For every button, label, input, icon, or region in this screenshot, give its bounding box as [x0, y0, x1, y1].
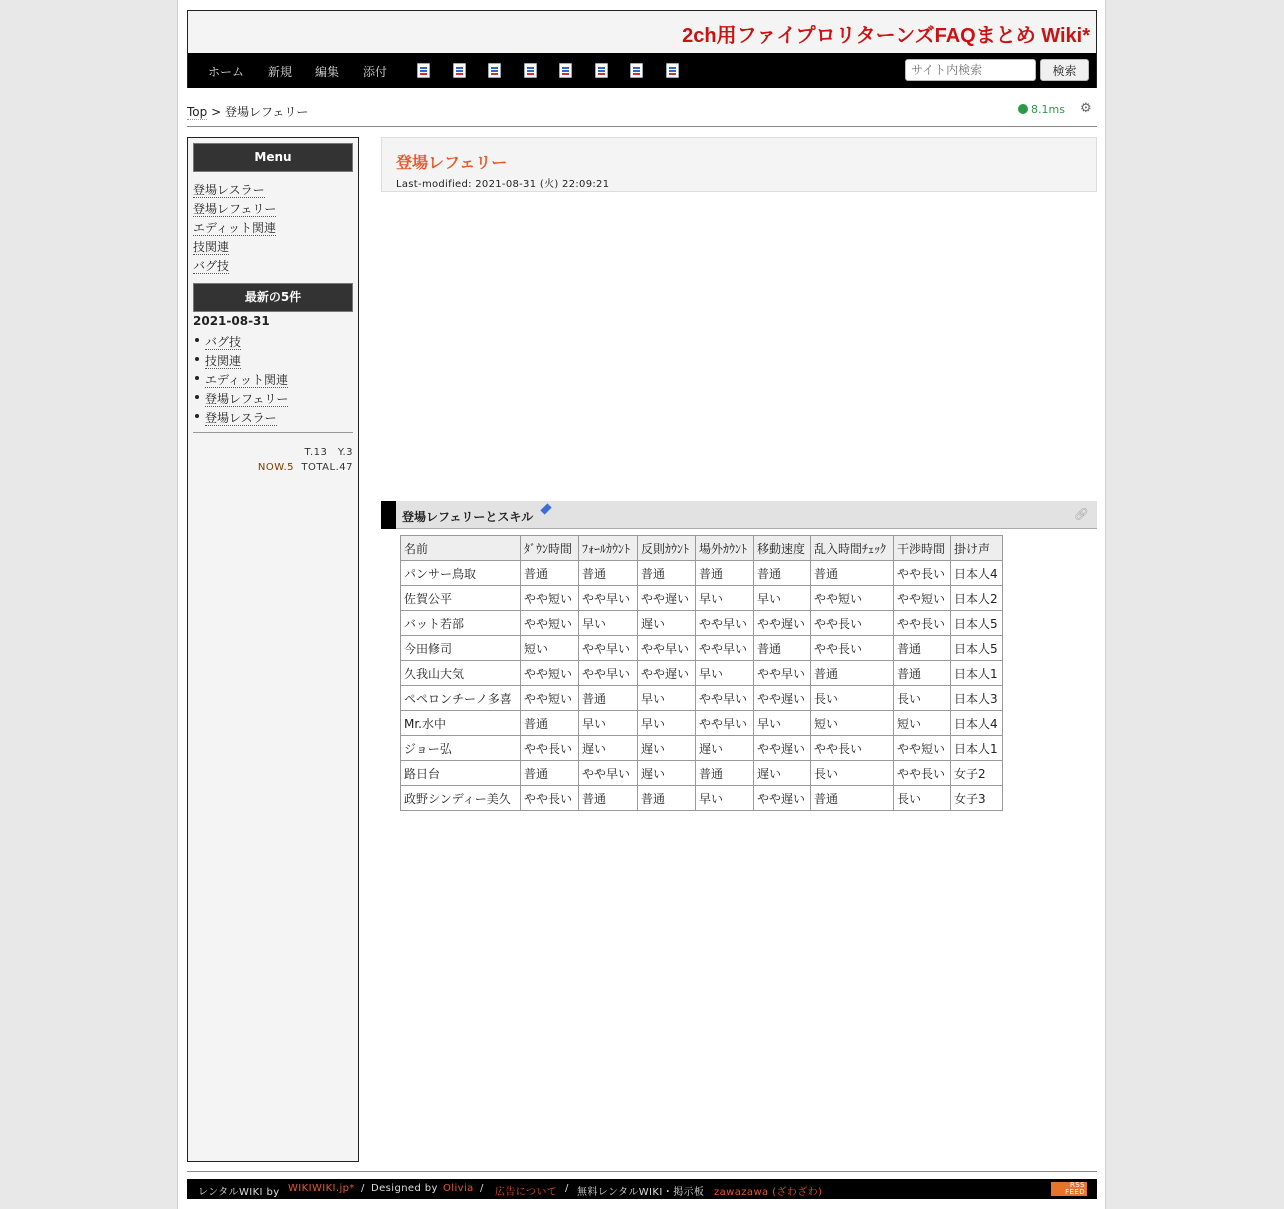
- table-cell: 長い: [811, 761, 894, 786]
- table-cell: 日本人4: [951, 561, 1003, 586]
- table-cell: やや長い: [894, 761, 951, 786]
- recent-item-label: 登場レフェリー: [205, 392, 289, 406]
- bullet-icon: [195, 357, 199, 361]
- table-cell: やや遅い: [754, 736, 811, 761]
- table-cell: やや早い: [638, 636, 696, 661]
- page: [177, 0, 1106, 1209]
- sidebar-item-wrestlers[interactable]: [193, 181, 265, 198]
- table-cell: やや長い: [811, 611, 894, 636]
- table-cell: 長い: [894, 686, 951, 711]
- table-cell: 遅い: [579, 736, 638, 761]
- referee-name-cell: 佐賀公平: [401, 586, 521, 611]
- footer-separator: /: [361, 1183, 365, 1194]
- recent-heading: 最新の5件: [193, 283, 353, 312]
- column-header: 移動速度: [754, 536, 811, 561]
- counter-total: TOTAL.47: [301, 462, 353, 473]
- column-header: 乱入時間ﾁｪｯｸ: [811, 536, 894, 561]
- last-modified: Last-modified: 2021-08-31 (火) 22:09:21: [396, 179, 610, 190]
- table-cell: 遅い: [638, 761, 696, 786]
- divider: [193, 432, 353, 433]
- table-cell: 普通: [696, 761, 754, 786]
- table-row: [401, 761, 1003, 786]
- table-row: [401, 736, 1003, 761]
- table-cell: やや短い: [811, 586, 894, 611]
- table-cell: 女子2: [951, 761, 1003, 786]
- referee-name-cell: 今田修司: [401, 636, 521, 661]
- backup-icon[interactable]: [524, 63, 537, 78]
- table-row: [401, 711, 1003, 736]
- copy-icon[interactable]: [595, 63, 608, 78]
- section-heading-text: 登場レフェリーとスキル: [402, 510, 534, 524]
- breadcrumb-separator: >: [207, 105, 225, 119]
- render-time: [1018, 103, 1065, 116]
- table-cell: やや遅い: [754, 611, 811, 636]
- table-cell: 早い: [638, 711, 696, 736]
- table-cell: 普通: [579, 561, 638, 586]
- table-cell: 普通: [754, 561, 811, 586]
- referee-name-cell: ジョー弘: [401, 736, 521, 761]
- table-cell: 日本人1: [951, 661, 1003, 686]
- footer-separator: /: [480, 1183, 484, 1194]
- table-cell: 日本人4: [951, 711, 1003, 736]
- table-cell: やや長い: [521, 736, 579, 761]
- breadcrumb-top[interactable]: Top: [187, 105, 208, 119]
- table-cell: 早い: [696, 786, 754, 811]
- title-box: [381, 137, 1097, 192]
- table-cell: やや遅い: [754, 786, 811, 811]
- sidebar-item-label: 登場レスラー: [193, 183, 265, 197]
- referee-name-cell: 久我山大気: [401, 661, 521, 686]
- table-cell: やや短い: [521, 611, 579, 636]
- column-header: 掛け声: [951, 536, 1003, 561]
- table-header-row: [401, 536, 1003, 561]
- table-row: [401, 786, 1003, 811]
- column-header: 名前: [401, 536, 521, 561]
- sidebar-item-edit[interactable]: [193, 219, 276, 236]
- recent-item-label: エディット関連: [205, 373, 289, 387]
- table-cell: やや早い: [754, 661, 811, 686]
- recent-item[interactable]: [205, 390, 288, 407]
- table-cell: 早い: [754, 711, 811, 736]
- recent-item[interactable]: [205, 371, 288, 388]
- table-cell: 女子3: [951, 786, 1003, 811]
- breadcrumb: [187, 103, 308, 120]
- sidebar-item-moves[interactable]: [193, 238, 229, 255]
- footer-free: 無料レンタルWIKI・掲示板: [577, 1187, 705, 1198]
- column-header: 場外ｶｳﾝﾄ: [696, 536, 754, 561]
- table-cell: 普通: [754, 636, 811, 661]
- table-cell: 遅い: [754, 761, 811, 786]
- table-cell: 普通: [521, 711, 579, 736]
- column-header: 反則ｶｳﾝﾄ: [638, 536, 696, 561]
- table-cell: やや短い: [521, 586, 579, 611]
- table-body: [401, 561, 1003, 811]
- section-heading: [381, 501, 1097, 529]
- table-cell: 日本人3: [951, 686, 1003, 711]
- reload-icon[interactable]: [453, 63, 466, 78]
- speedometer-icon: [1018, 104, 1028, 114]
- divider: [187, 126, 1097, 127]
- footer-zawazawa-link[interactable]: zawazawa (ざわざわ): [714, 1187, 823, 1198]
- referee-name-cell: ペペロンチーノ多喜: [401, 686, 521, 711]
- column-header: 干渉時間: [894, 536, 951, 561]
- table-cell: やや遅い: [754, 686, 811, 711]
- column-header: ﾀﾞｳﾝ時間: [521, 536, 579, 561]
- table-cell: 普通: [579, 786, 638, 811]
- table-cell: 普通: [811, 786, 894, 811]
- recent-item[interactable]: [205, 409, 277, 426]
- table-cell: やや長い: [894, 561, 951, 586]
- table-cell: やや長い: [521, 786, 579, 811]
- footer-separator: /: [565, 1183, 569, 1194]
- heading-bar: [381, 501, 396, 529]
- recent-item[interactable]: [205, 352, 241, 369]
- link-icon[interactable]: 🔗︎: [1073, 507, 1089, 521]
- footer-wikiwiki-link[interactable]: WIKIWIKI.jp*: [288, 1183, 355, 1194]
- table-cell: 早い: [696, 661, 754, 686]
- recent-item[interactable]: [205, 333, 241, 350]
- table-cell: 短い: [811, 711, 894, 736]
- table-cell: 日本人5: [951, 636, 1003, 661]
- footer: [187, 1179, 1097, 1199]
- footer-ad-link[interactable]: 広告について: [495, 1187, 558, 1198]
- table-cell: やや早い: [579, 761, 638, 786]
- table-cell: 早い: [638, 686, 696, 711]
- table-row: [401, 611, 1003, 636]
- table-cell: やや早い: [579, 636, 638, 661]
- sidebar-item-label: バグ技: [193, 259, 230, 273]
- sidebar-item-referees[interactable]: [193, 200, 276, 217]
- footer-rental: レンタルWIKI by: [198, 1187, 280, 1198]
- breadcrumb-current: 登場レフェリー: [224, 105, 309, 119]
- table-cell: 日本人2: [951, 586, 1003, 611]
- table-cell: 日本人5: [951, 611, 1003, 636]
- referee-table: [400, 535, 1003, 811]
- new-page-icon[interactable]: [417, 63, 430, 78]
- freeze-icon[interactable]: [559, 63, 572, 78]
- sidebar-item-bugs[interactable]: [193, 257, 229, 274]
- table-cell: 普通: [521, 561, 579, 586]
- recent-item-label: 登場レスラー: [205, 411, 277, 425]
- header: [187, 10, 1097, 88]
- nav-home[interactable]: ホーム: [208, 65, 245, 79]
- help-icon[interactable]: [666, 63, 679, 78]
- table-cell: やや長い: [894, 611, 951, 636]
- table-cell: 普通: [894, 636, 951, 661]
- table-cell: 短い: [521, 636, 579, 661]
- table-row: [401, 661, 1003, 686]
- referee-name-cell: パンサー鳥取: [401, 561, 521, 586]
- recent-date: 2021-08-31: [193, 314, 270, 328]
- table-cell: 長い: [811, 686, 894, 711]
- table-row: [401, 686, 1003, 711]
- table-cell: 早い: [696, 586, 754, 611]
- referee-name-cell: 路日台: [401, 761, 521, 786]
- table-cell: 短い: [894, 711, 951, 736]
- nav-edit[interactable]: 編集: [315, 65, 340, 79]
- diff-icon[interactable]: [488, 63, 501, 78]
- sidebar-item-label: 登場レフェリー: [193, 202, 277, 216]
- divider: [187, 1171, 1097, 1172]
- table-cell: やや長い: [811, 736, 894, 761]
- edit-pencil-icon[interactable]: [540, 503, 551, 514]
- search-button[interactable]: 検索: [1040, 59, 1089, 81]
- table-cell: やや早い: [579, 586, 638, 611]
- bullet-icon: [195, 338, 199, 342]
- table-cell: 普通: [894, 661, 951, 686]
- bullet-icon: [195, 395, 199, 399]
- referee-name-cell: Mr.水中: [401, 711, 521, 736]
- list-icon[interactable]: [630, 63, 643, 78]
- table-cell: 早い: [579, 711, 638, 736]
- table-row: [401, 586, 1003, 611]
- table-cell: やや早い: [696, 611, 754, 636]
- bullet-icon: [195, 376, 199, 380]
- table-cell: やや短い: [894, 586, 951, 611]
- table-cell: やや遅い: [638, 661, 696, 686]
- table-cell: やや短い: [894, 736, 951, 761]
- gear-icon[interactable]: ⚙: [1080, 101, 1092, 116]
- footer-olivia-link[interactable]: Olivia: [443, 1183, 474, 1194]
- page-title: 登場レフェリー: [396, 153, 508, 172]
- table-cell: やや長い: [811, 636, 894, 661]
- nav-new[interactable]: 新規: [268, 65, 293, 79]
- table-cell: やや早い: [696, 711, 754, 736]
- recent-item-label: バグ技: [205, 335, 242, 349]
- table-cell: やや短い: [521, 686, 579, 711]
- render-time-value: 8.1ms: [1031, 103, 1065, 116]
- nav-attach[interactable]: 添付: [363, 65, 388, 79]
- menu-heading: Menu: [193, 143, 353, 172]
- table-cell: やや早い: [696, 636, 754, 661]
- table-cell: 日本人1: [951, 736, 1003, 761]
- table-cell: 早い: [754, 586, 811, 611]
- table-cell: 普通: [696, 561, 754, 586]
- table-cell: 普通: [579, 686, 638, 711]
- recent-item-label: 技関連: [205, 354, 242, 368]
- sidebar: [187, 137, 359, 1162]
- rss-feed-icon[interactable]: RSS FEED: [1051, 1182, 1087, 1196]
- table-cell: やや早い: [579, 661, 638, 686]
- table-cell: 長い: [894, 786, 951, 811]
- table-row: [401, 636, 1003, 661]
- search-input[interactable]: [905, 59, 1036, 81]
- counter-now: NOW.5: [257, 462, 294, 473]
- sidebar-item-label: 技関連: [193, 240, 230, 254]
- table-cell: 普通: [811, 661, 894, 686]
- table-cell: 遅い: [696, 736, 754, 761]
- table-cell: 普通: [638, 786, 696, 811]
- table-cell: 遅い: [638, 611, 696, 636]
- referee-name-cell: バット若部: [401, 611, 521, 636]
- sidebar-item-label: エディット関連: [193, 221, 277, 235]
- site-title[interactable]: 2ch用ファイプロリターンズFAQまとめ Wiki*: [682, 25, 1090, 47]
- footer-designed: Designed by: [371, 1183, 438, 1194]
- counter-today-yesterday: T.13 Y.3: [304, 447, 353, 458]
- referee-name-cell: 政野シンディー美久: [401, 786, 521, 811]
- table-cell: 遅い: [638, 736, 696, 761]
- table-cell: 普通: [811, 561, 894, 586]
- table-cell: 早い: [579, 611, 638, 636]
- column-header: ﾌｫｰﾙｶｳﾝﾄ: [579, 536, 638, 561]
- table-row: [401, 561, 1003, 586]
- table-cell: やや短い: [521, 661, 579, 686]
- table-cell: やや早い: [696, 686, 754, 711]
- nav-bar: [188, 53, 1096, 88]
- table-cell: やや遅い: [638, 586, 696, 611]
- table-cell: 普通: [521, 761, 579, 786]
- table-cell: 普通: [638, 561, 696, 586]
- bullet-icon: [195, 414, 199, 418]
